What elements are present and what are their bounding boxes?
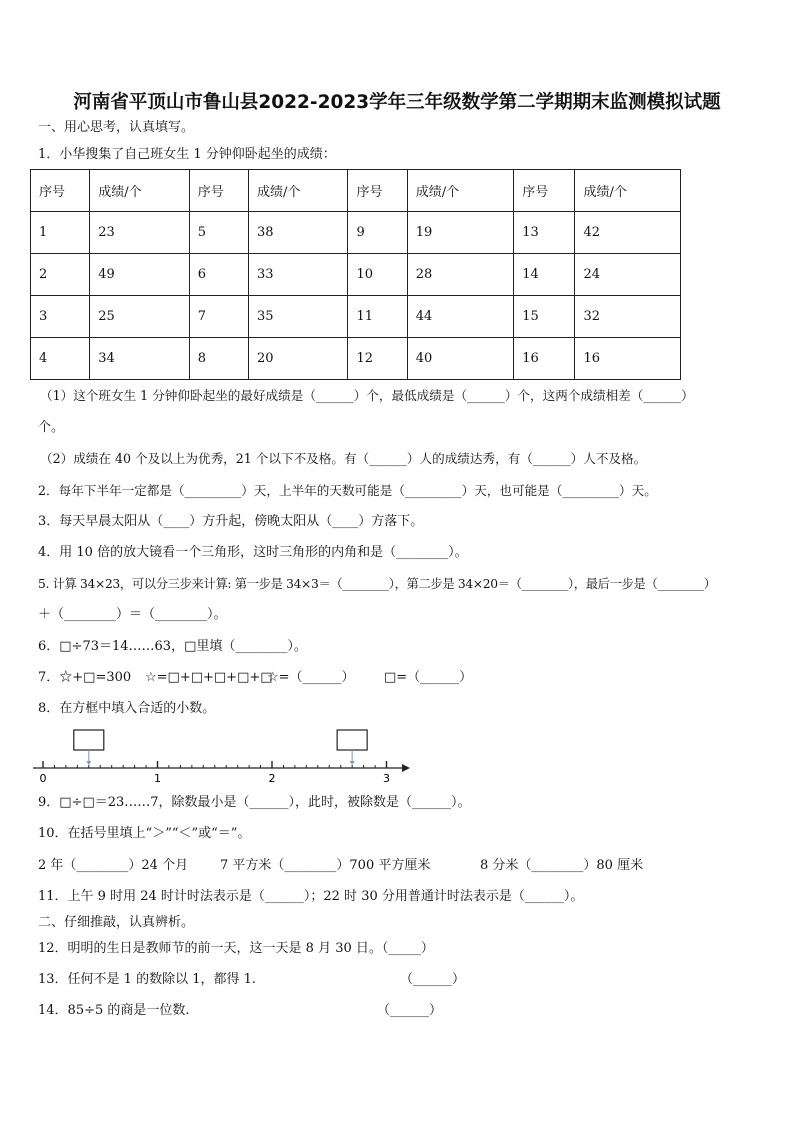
table-cell: 42 bbox=[575, 212, 681, 254]
question-7-star-blank: ☆=（______） bbox=[267, 670, 355, 685]
number-line bbox=[30, 728, 410, 784]
table-header-cell: 成绩/个 bbox=[90, 170, 189, 212]
table-cell: 19 bbox=[407, 212, 513, 254]
question-12: 12．明明的生日是教师节的前一天，这一天是 8 月 30 日。（_____） bbox=[38, 941, 434, 956]
number-line-arrow bbox=[402, 764, 410, 772]
table-cell: 11 bbox=[348, 296, 407, 338]
table-cell: 12 bbox=[348, 338, 407, 380]
table-header-cell: 成绩/个 bbox=[407, 170, 513, 212]
table-cell: 35 bbox=[248, 296, 347, 338]
answer-box bbox=[337, 730, 367, 750]
question-8: 8．在方框中填入合适的小数。 bbox=[38, 701, 216, 716]
question-14-blank: （______） bbox=[377, 1003, 443, 1018]
table-header-cell: 序号 bbox=[31, 170, 90, 212]
answer-box bbox=[74, 730, 104, 750]
section-2-heading: 二、仔细推敲，认真辨析。 bbox=[38, 915, 195, 930]
table-cell: 16 bbox=[514, 338, 575, 380]
number-line-label-2: 2 bbox=[268, 772, 276, 784]
number-line-boxes bbox=[74, 730, 367, 765]
section-1-heading: 一、用心思考，认真填写。 bbox=[38, 120, 195, 135]
table-cell: 33 bbox=[248, 254, 347, 296]
table-header-cell: 成绩/个 bbox=[248, 170, 347, 212]
table-row bbox=[31, 254, 681, 296]
table-cell: 23 bbox=[90, 212, 189, 254]
table-cell: 5 bbox=[189, 212, 248, 254]
question-11: 11．上午 9 时用 24 时计时法表示是（______）；22 时 30 分用普通计时法表示是（______）。 bbox=[38, 889, 584, 904]
question-10-item-1: 2 年（________）24 个月 bbox=[38, 858, 189, 873]
answer-pointer-head bbox=[350, 761, 355, 765]
question-1-part-1-cont: 个。 bbox=[38, 420, 65, 435]
table-cell: 4 bbox=[31, 338, 90, 380]
table-cell: 6 bbox=[189, 254, 248, 296]
question-1-part-1: （1）这个班女生 1 分钟仰卧起坐的最好成绩是（______）个，最低成绩是（______）个，这两个成绩相差（______） bbox=[40, 388, 694, 403]
table-cell: 34 bbox=[90, 338, 189, 380]
question-9: 9．□÷□＝23……7，除数最小是（______），此时，被除数是（______）。 bbox=[38, 795, 471, 810]
table-cell: 28 bbox=[407, 254, 513, 296]
question-7-eq1: ☆+□=300 bbox=[59, 670, 132, 685]
question-5: 5. 计算 34×23，可以分三步来计算: 第一步是 34×3＝（________），第二步是 34×20＝（________），最后一步是（________） bbox=[38, 577, 716, 591]
table-header-cell: 成绩/个 bbox=[575, 170, 681, 212]
question-7-box-blank: □=（______） bbox=[384, 670, 473, 685]
answer-pointer-head bbox=[86, 761, 91, 765]
table-header-cell: 序号 bbox=[189, 170, 248, 212]
table-cell: 24 bbox=[575, 254, 681, 296]
question-10-item-3: 8 分米（________）80 厘米 bbox=[480, 858, 644, 873]
question-7-number: 7． bbox=[38, 670, 60, 685]
table-cell: 9 bbox=[348, 212, 407, 254]
table-cell: 14 bbox=[514, 254, 575, 296]
table-cell: 49 bbox=[90, 254, 189, 296]
question-4: 4．用 10 倍的放大镜看一个三角形，这时三角形的内角和是（________）。 bbox=[38, 545, 468, 560]
table-cell: 2 bbox=[31, 254, 90, 296]
table-cell: 3 bbox=[31, 296, 90, 338]
question-3: 3．每天早晨太阳从（____）方升起，傍晚太阳从（____）方落下。 bbox=[38, 514, 424, 529]
question-7 bbox=[38, 669, 131, 687]
number-line-label-3: 3 bbox=[383, 772, 390, 784]
table-header-cell: 序号 bbox=[348, 170, 407, 212]
table-row bbox=[31, 296, 681, 338]
question-7-eq2: ☆=□+□+□+□+□ bbox=[145, 670, 273, 685]
table-cell: 16 bbox=[575, 338, 681, 380]
table-cell: 40 bbox=[407, 338, 513, 380]
question-13-blank: （______） bbox=[400, 972, 466, 987]
question-10-item-2: 7 平方米（________）700 平方厘米 bbox=[220, 858, 431, 873]
table-cell: 13 bbox=[514, 212, 575, 254]
table-row bbox=[31, 338, 681, 380]
question-14: 14．85÷5 的商是一位数. bbox=[38, 1003, 190, 1018]
table-cell: 25 bbox=[90, 296, 189, 338]
table-cell: 15 bbox=[514, 296, 575, 338]
number-line-label-0: 0 bbox=[39, 772, 47, 784]
table-cell: 44 bbox=[407, 296, 513, 338]
question-13: 13．任何不是 1 的数除以 1，都得 1. bbox=[38, 972, 257, 987]
question-2: 2．每年下半年一定都是（_________）天，上半年的天数可能是（_________）天，也可能是（_________）天。 bbox=[38, 483, 657, 498]
number-line-label-1: 1 bbox=[154, 772, 161, 784]
table-cell: 38 bbox=[248, 212, 347, 254]
number-line-ticks bbox=[43, 761, 387, 768]
question-1-intro: 1．小华搜集了自己班女生 1 分钟仰卧起坐的成绩： bbox=[38, 147, 336, 162]
table-header-row bbox=[31, 170, 681, 212]
table-cell: 7 bbox=[189, 296, 248, 338]
question-10: 10．在括号里填上“＞”“＜”或“＝”。 bbox=[38, 826, 251, 841]
score-table bbox=[30, 169, 681, 380]
table-cell: 1 bbox=[31, 212, 90, 254]
table-cell: 10 bbox=[348, 254, 407, 296]
table-header-cell: 序号 bbox=[514, 170, 575, 212]
table-row bbox=[31, 212, 681, 254]
question-1-part-2: （2）成绩在 40 个及以上为优秀，21 个以下不及格。有（______）人的成绩达秀，有（______）人不及格。 bbox=[40, 451, 647, 466]
question-6: 6．□÷73＝14……63，□里填（________）。 bbox=[38, 639, 307, 654]
table-cell: 32 bbox=[575, 296, 681, 338]
page-title: 河南省平顶山市鲁山县2022-2023学年三年级数学第二学期期末监测模拟试题 bbox=[73, 92, 721, 113]
table-cell: 8 bbox=[189, 338, 248, 380]
table-cell: 20 bbox=[248, 338, 347, 380]
question-5-cont: ＋（________）＝（________）。 bbox=[38, 607, 227, 622]
